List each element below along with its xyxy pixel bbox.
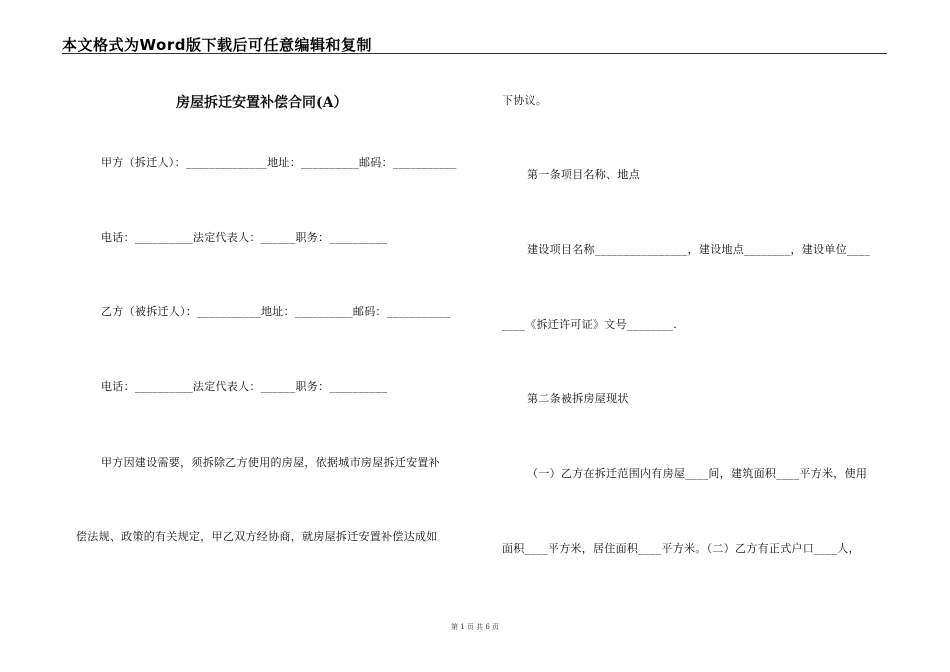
document-header: 本文格式为Word版下载后可任意编辑和复制 [62, 36, 372, 54]
preamble-line-2: 偿法规、政策的有关规定，甲乙双方经协商，就房屋拆迁安置补偿达成如 [76, 530, 438, 543]
preamble-line-3: 下协议。 [502, 94, 548, 107]
article-1-line-2: ____《拆迁许可证》文号________. [502, 318, 678, 331]
page-number: 第 1 页 共 6 页 [450, 623, 500, 631]
header-divider [62, 53, 887, 54]
contract-title: 房屋拆迁安置补偿合同(A） [176, 95, 348, 111]
article-2-line-2: 面积____平方米，居住面积____平方米。（二）乙方有正式户口____人， [502, 542, 860, 555]
party-a-phone-line: 电话：__________法定代表人：______职务：__________ [101, 231, 388, 244]
article-1-heading: 第一条项目名称、地点 [527, 168, 640, 181]
preamble-line-1: 甲方因建设需要，须拆除乙方使用的房屋，依据城市房屋拆迁安置补 [101, 456, 440, 469]
party-b-line: 乙方（被拆迁人）：___________地址：__________邮码：___________ [101, 305, 451, 318]
article-1-line-1: 建设项目名称________________，建设地点________，建设单位____ [527, 243, 871, 256]
party-a-line: 甲方（拆迁人）：______________地址：__________邮码：___________ [101, 156, 457, 169]
article-2-line-1: （一）乙方在拆迁范围内有房屋____间，建筑面积____平方米，使用 [527, 467, 868, 480]
party-b-phone-line: 电话：__________法定代表人：______职务：__________ [101, 380, 388, 393]
article-2-heading: 第二条被拆房屋现状 [527, 392, 629, 405]
